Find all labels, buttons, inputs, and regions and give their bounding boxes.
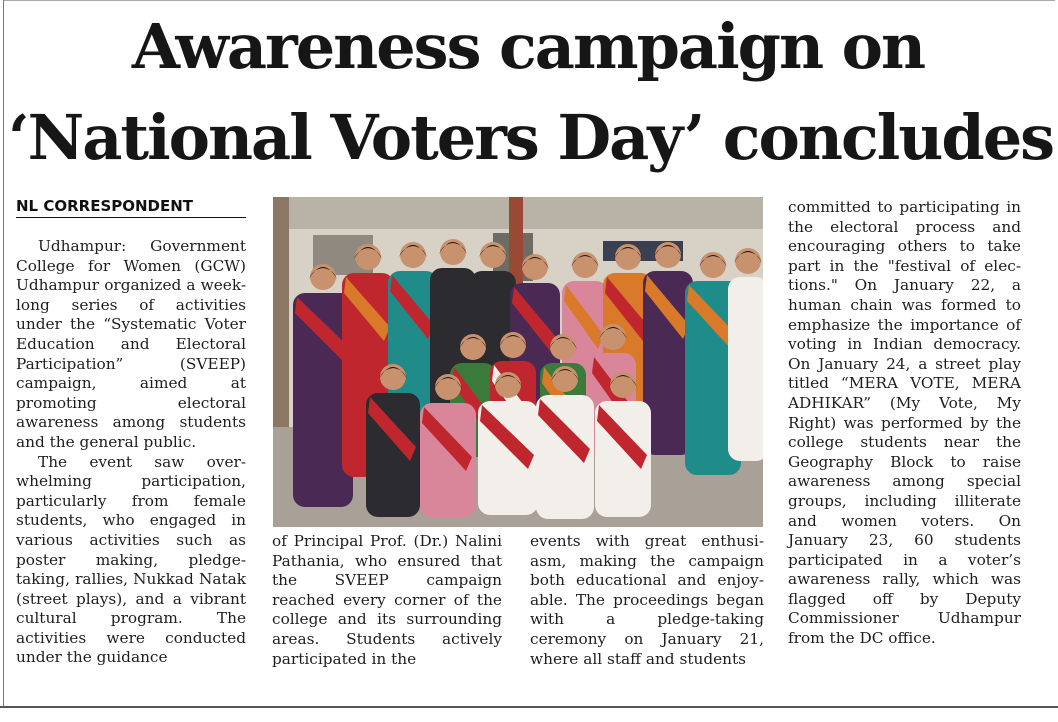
group-photo (273, 197, 763, 527)
article-column-3 (530, 532, 764, 669)
article-paragraph: committed to participating in the electoral process and encouraging others to take part in the "festival of elections." On January 22, a human chain was formed to emphasize the importance of voting in Indian democracy. On January 24, a street play titled “MERA VOTE, MERA ADHIKAR” (My Vote, My Right) was performed by the college students near the Geography Block to raise awareness among special groups, including illiterate and women voters. On January 23, 60 students participated in a voter’s awareness rally, which was flagged off by Deputy Commissioner Udhampur from the DC office. (788, 198, 1021, 648)
article-paragraph: The event saw overwhelming participation, particularly from female students, who engaged in various activities such as poster making, pledge-taking, rallies, Nukkad Natak (street plays), and a vibrant cultural program. The activities were conducted under the guidance (16, 452, 246, 667)
article-paragraph: of Principal Prof. (Dr.) Nalini Pathania, who ensured that the SVEEP campaign reached every corner of the college and its surrounding areas. Students actively participated in the (272, 532, 502, 668)
person-figure (728, 277, 763, 461)
group-photo-illustration (273, 197, 763, 527)
page-top-rule (3, 0, 1055, 1)
article-paragraph: events with great enthusiasm, making the campaign both educational and enjoyable. The proceedings began with a pledge-taking ceremony on January 21, where all staff and students (530, 532, 764, 668)
headline-line-1: Awareness campaign on (131, 10, 925, 83)
article-column-2 (272, 532, 502, 669)
byline: NL CORRESPONDENT (16, 196, 246, 218)
page-bottom-rule (0, 706, 1058, 708)
article-paragraph: Udhampur: Government College for Women (GCW) Udhampur organized a week-long series of activities under the “Systematic Voter Education and Electoral Participation” (SVEEP) campaign, aimed at promoting electoral awareness among students and the general public. (16, 237, 246, 451)
article-column-4 (788, 198, 1021, 649)
column-rule-left (3, 0, 4, 706)
article-column-1 (16, 237, 246, 668)
headline-line-2: ‘National Voters Day’ concludes (8, 101, 1054, 174)
